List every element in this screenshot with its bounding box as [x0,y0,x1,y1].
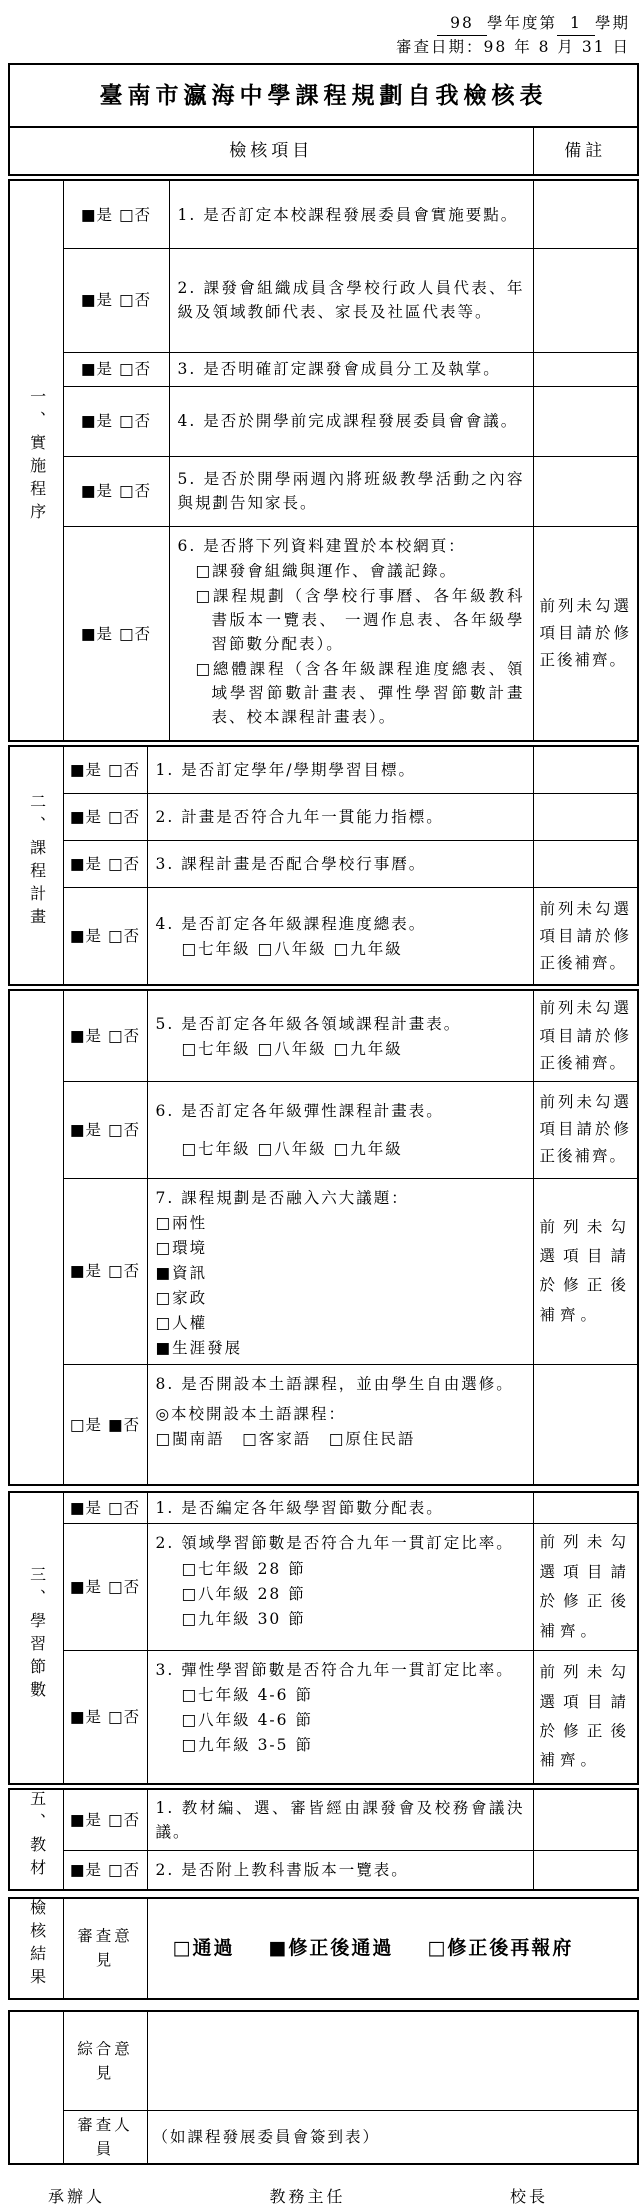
item-text: 4. 是否於開學前完成課程發展委員會會議。 [169,386,533,456]
item-text: 1. 教材編、選、審皆經由課發會及校務會議決議。 [147,1789,533,1851]
signer-label: 教務主任 [269,2187,346,2207]
yes-no-checkboxes: ■是 □否 [63,746,147,793]
item-text: 2. 計畫是否符合九年一貫能力指標。 [147,793,533,840]
yes-no-checkboxes: ■是 □否 [63,1492,147,1524]
item-sub-option: □人權 [155,1313,208,1332]
column-header-remarks: 備註 [533,127,638,175]
item-text: 1. 是否編定各年級學習節數分配表。 [147,1492,533,1524]
review-date: 審查日期：98 年 8 月 31 日 [396,38,630,57]
result-label-cell [9,1898,63,1999]
item-sub-option: □課程規劃（含學校行事曆、各年級教科書版本一覽表、 一週作息表、各年級學習節數分配表）。 [195,587,525,654]
remark-note: 前列未勾選項目請於修正後補齊。 [533,887,638,985]
item-sub-option: □七年級 28 節 [181,1559,306,1578]
review-opinion-label: 審查意見 [63,1898,147,1999]
item-cell [147,1524,533,1651]
item-text: 1. 是否訂定本校課程發展委員會實施要點。 [169,180,533,248]
remark-cell [533,840,638,887]
item-text: 2. 領域學習節數是否符合九年一貫訂定比率。 [155,1534,514,1553]
remark-cell [533,386,638,456]
school-year-value: 98 [437,12,487,36]
item-sub-option: □七年級 □八年級 □九年級 [181,1139,403,1158]
remark-cell [533,1364,638,1485]
remark-cell [533,352,638,386]
title-table [8,63,639,177]
signer-label: 校長 [509,2187,548,2207]
remark-cell [533,1851,638,1890]
item-text: 5. 是否訂定各年級各領域課程計畫表。 [155,1014,462,1033]
item-sub-option: □七年級 □八年級 □九年級 [181,939,403,958]
section-label: 檢核結果 [27,1898,47,1991]
yes-no-checkboxes: ■是 □否 [63,526,169,741]
section2-label-cell [9,746,63,985]
item-note: ◎本校開設本土語課程： [155,1404,347,1423]
remark-cell [533,1789,638,1851]
yes-no-checkboxes: ■是 □否 [63,1524,147,1651]
yes-no-checkboxes: ■是 □否 [63,1789,147,1851]
top-header [0,0,640,60]
remark-cell [533,793,638,840]
item-sub-option: □九年級 3-5 節 [181,1736,313,1755]
item-text: 3. 是否明確訂定課發會成員分工及執掌。 [169,352,533,386]
item-text: 3. 課程計畫是否配合學校行事曆。 [147,840,533,887]
yes-no-checkboxes: ■是 □否 [63,352,169,386]
item-sub-option: □兩性 [155,1213,208,1232]
remark-cell [533,1492,638,1524]
section1-table [8,179,639,742]
item-text: 2. 是否附上教科書版本一覽表。 [147,1851,533,1890]
review-option: ■修正後通過 [268,1936,394,1959]
signer-label: 承辦人 [48,2187,106,2207]
item-text: 4. 是否訂定各年級課程進度總表。 [155,914,427,933]
remark-note: 前列未勾選項目請於修正後補齊。 [533,1524,638,1651]
remark-cell [533,746,638,793]
item-text: 1. 是否訂定學年/學期學習目標。 [147,746,533,793]
yes-no-checkboxes: ■是 □否 [63,1651,147,1784]
term-label-mid: 學年度第 [486,14,557,32]
section5-label-cell [9,1789,63,1890]
yes-no-checkboxes: ■是 □否 [63,1081,147,1178]
item-cell [169,526,533,741]
overall-opinion-content [147,2011,638,2111]
item-text: 7. 課程規劃是否融入六大議題： [155,1188,409,1207]
item-sub-option: □九年級 30 節 [181,1609,306,1628]
yes-no-checkboxes: ■是 □否 [63,887,147,985]
section-label: 一、實施程序 [27,388,47,527]
item-text: 6. 是否將下列資料建置於本校網頁： [177,536,466,555]
yes-no-checkboxes: ■是 □否 [63,386,169,456]
item-sub-option: □七年級 □八年級 □九年級 [181,1039,403,1058]
remark-note: 前列未勾選項目請於修正後補齊。 [533,526,638,741]
section3-label-cell [9,1492,63,1783]
closing-left-empty [9,2011,63,2165]
remark-cell [533,180,638,248]
yes-no-checkboxes: ■是 □否 [63,1851,147,1890]
item-cell [147,1651,533,1784]
form-title: 臺南市瀛海中學課程規劃自我檢核表 [99,81,548,109]
item-cell [147,990,533,1081]
item-sub-option: □家政 [155,1288,208,1307]
remark-cell [533,248,638,352]
remark-cell [533,456,638,526]
yes-no-checkboxes: ■是 □否 [63,1178,147,1364]
item-sub-option: ■資訊 [155,1263,208,1282]
yes-no-checkboxes: ■是 □否 [63,180,169,248]
section-label-empty [9,990,63,1485]
review-option: □修正後再報府 [427,1936,574,1959]
section1-label-cell [9,180,63,741]
term-label-end: 學期 [594,14,630,32]
section-label: 五、教材 [27,1789,47,1882]
term-line [0,12,630,36]
signature-row [0,2165,640,2210]
section-label: 二、課程計畫 [27,793,47,932]
item-text: 6. 是否訂定各年級彈性課程計畫表。 [155,1101,444,1120]
section5-table [8,1788,639,1891]
yes-no-checkboxes: ■是 □否 [63,840,147,887]
item-sub-option: □總體課程（含各年級課程進度總表、領域學習節數計畫表、彈性學習節數計畫表、校本課程計畫表）。 [195,660,525,727]
remark-note: 前列未勾選項目請於修正後補齊。 [533,1081,638,1178]
item-sub-option: □八年級 28 節 [181,1584,306,1603]
section-label: 三、學習節數 [27,1565,47,1704]
item-text: 5. 是否於開學兩週內將班級教學活動之內容與規劃告知家長。 [169,456,533,526]
yes-no-checkboxes: ■是 □否 [63,456,169,526]
yes-no-checkboxes: □是 ■否 [63,1364,147,1485]
item-sub-option: □環境 [155,1238,208,1257]
item-cell [147,1081,533,1178]
item-cell [147,887,533,985]
item-sub-option: □課發會組織與運作、會議記錄。 [195,562,458,580]
yes-no-checkboxes: ■是 □否 [63,990,147,1081]
section2-cont-table [8,989,639,1486]
item-cell [147,1178,533,1364]
review-options-cell [147,1898,638,1999]
item-text: 3. 彈性學習節數是否符合九年一貫訂定比率。 [155,1661,514,1680]
reviewers-note: （如課程發展委員會簽到表） [147,2111,638,2165]
item-sub-option: ■生涯發展 [155,1338,243,1357]
item-sub-option: □閩南語 □客家語 □原住民語 [155,1430,416,1448]
remark-note: 前列未勾選項目請於修正後補齊。 [533,1178,638,1364]
closing-table [8,2010,639,2166]
result-table [8,1897,639,2000]
item-text: 2. 課發會組織成員含學校行政人員代表、年級及領域教師代表、家長及社區代表等。 [169,248,533,352]
semester-value: 1 [557,12,595,36]
reviewers-label: 審查人員 [63,2111,147,2165]
section2-table [8,745,639,986]
yes-no-checkboxes: ■是 □否 [63,793,147,840]
overall-opinion-label: 綜合意見 [63,2011,147,2111]
item-sub-option: □七年級 4-6 節 [181,1686,313,1705]
item-sub-option: □八年級 4-6 節 [181,1711,313,1730]
section3-table [8,1491,639,1784]
item-text: 8. 是否開設本土語課程，並由學生自由選修。 [155,1374,514,1393]
remark-note: 前列未勾選項目請於修正後補齊。 [533,990,638,1081]
yes-no-checkboxes: ■是 □否 [63,248,169,352]
item-cell [147,1364,533,1485]
column-header-items: 檢核項目 [9,127,533,175]
remark-note: 前列未勾選項目請於修正後補齊。 [533,1651,638,1784]
review-option: □通過 [172,1936,235,1959]
